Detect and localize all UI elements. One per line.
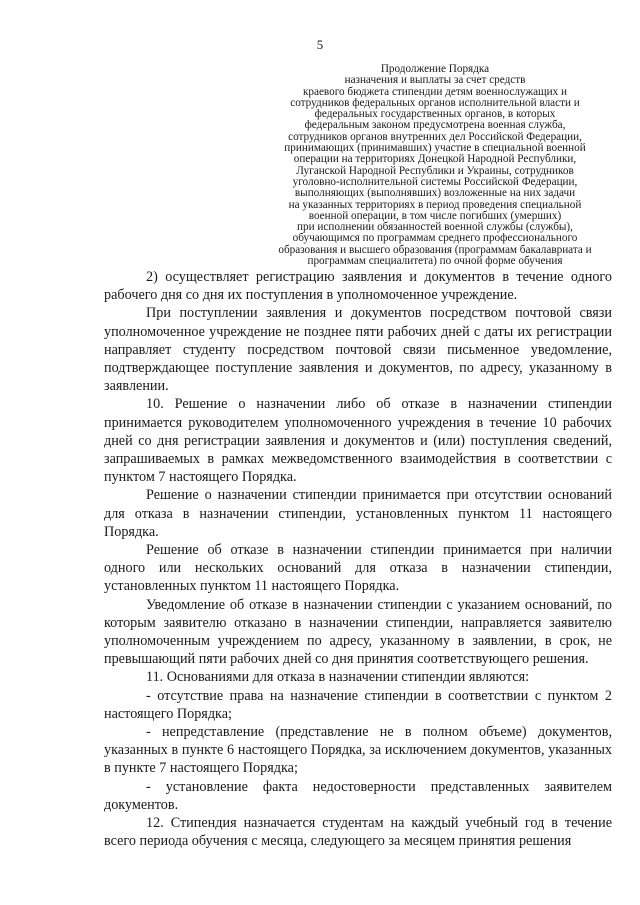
document-body bbox=[104, 268, 612, 851]
header-line: Продолжение Порядка bbox=[380, 63, 490, 75]
list-item: - непредставление (представление не в полном объеме) документов, указанных в пункте 6 настоящего Порядка, за исключением документов, указанных в пункте 7 настоящего Порядка; bbox=[104, 724, 612, 777]
header-line: федеральным законом предусмотрена военная служба, bbox=[304, 119, 566, 132]
header-line: программам специалитета) по очной форме обучения bbox=[307, 255, 563, 268]
header-line: принимающих (принимавших) участие в специальной военной bbox=[284, 142, 586, 155]
header-line: операции на территориях Донецкой Народной Республики, bbox=[293, 153, 577, 166]
header-line: краевого бюджета стипендии детям военнослужащих и bbox=[302, 85, 568, 98]
appendix-header bbox=[250, 64, 620, 267]
list-item: - отсутствие права на назначение стипендии в соответствии с пунктом 2 настоящего Порядка; bbox=[104, 687, 612, 722]
paragraph: Решение об отказе в назначении стипендии принимается при наличии одного или нескольких оснований для отказа в назначении стипендии, установленных пунктом 11 настоящего Порядка. bbox=[104, 542, 612, 595]
header-line: сотрудников федеральных органов исполнительной власти и bbox=[290, 96, 580, 109]
header-line: военной операции, в том числе погибших (умерших) bbox=[308, 209, 562, 222]
header-line: сотрудников органов внутренних дел Российской Федерации, bbox=[288, 130, 582, 143]
paragraph: 12. Стипендия назначается студентам на каждый учебный год в течение всего периода обучения с месяца, следующего за месяцем принятия решения bbox=[104, 815, 612, 850]
paragraph: 11. Основаниями для отказа в назначении стипендии являются: bbox=[146, 669, 530, 686]
header-line: при исполнении обязанностей военной службы (службы), bbox=[297, 221, 573, 234]
header-line: уголовно-исполнительной системы Российской Федерации, bbox=[292, 175, 578, 188]
paragraph: Решение о назначении стипендии принимается при отсутствии оснований для отказа в назначении стипендии, установленных пунктом 11 настоящего Порядка. bbox=[104, 487, 612, 540]
header-line: на указанных территориях в период проведения специальной bbox=[288, 198, 582, 211]
header-line: назначения и выплаты за счет средств bbox=[344, 74, 526, 87]
page-number: 5 bbox=[316, 37, 324, 52]
header-line: выполняющих (выполнявших) возложенные на них задачи bbox=[294, 187, 576, 200]
header-line: обучающимся по программам среднего профессионального bbox=[292, 232, 578, 245]
header-line: федеральных государственных органов, в которых bbox=[314, 108, 556, 121]
paragraph: Уведомление об отказе в назначении стипендии с указанием оснований, по которым заявителю отказано в назначении стипендии, направляется заявителю уполномоченным учреждением по адресу, указанному в заявлении, в срок, не превышающий пяти рабочих дней со дня принятия соответствующего решения. bbox=[104, 596, 612, 668]
header-line: образования и высшего образования (программам бакалавриата и bbox=[278, 243, 592, 256]
list-item: - установление факта недостоверности представленных заявителем документов. bbox=[104, 778, 612, 813]
paragraph: При поступлении заявления и документов посредством почтовой связи уполномоченное учреждение не позднее пяти рабочих дней с даты их регистрации направляет студенту посредством почтовой связи письменное уведомление, подтверждающее поступление заявления и документов, по адресу, указанному в заявлении. bbox=[104, 305, 612, 395]
header-line: Луганской Народной Республики и Украины, сотрудников bbox=[296, 164, 574, 177]
paragraph: 10. Решение о назначении либо об отказе в назначении стипендии принимается руководителем уполномоченного учреждения в течение 10 рабочих дней со дня регистрации заявления и документов и (или) поступления сведений, запрашиваемых в рамках межведомственного взаимодействия в соответствии с пунктом 7 настоящего Порядка. bbox=[104, 396, 612, 486]
paragraph: 2) осуществляет регистрацию заявления и документов в течение одного рабочего дня со дня их поступления в уполномоченное учреждение. bbox=[104, 269, 612, 304]
